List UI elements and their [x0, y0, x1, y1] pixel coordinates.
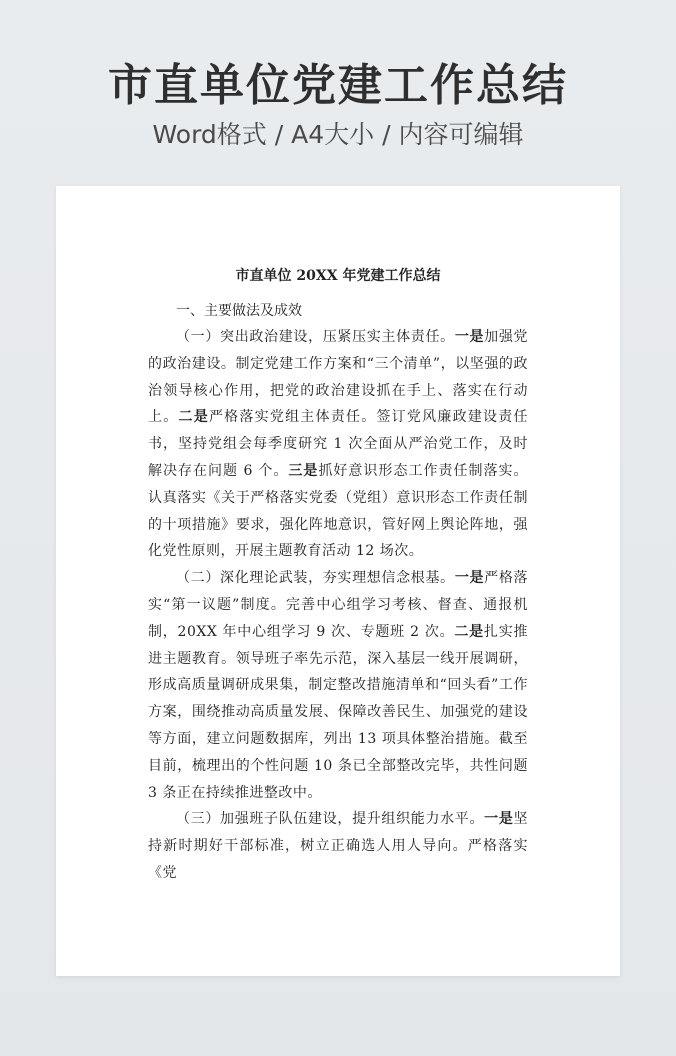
paragraph-3 — [148, 806, 528, 886]
banner-title: 市直单位党建工作总结 — [108, 60, 568, 111]
emphasis-second: 二是 — [454, 623, 484, 640]
paragraph-intro: （二）深化理论武装，夯实理想信念根基。 — [176, 570, 455, 587]
emphasis-second: 二是 — [178, 409, 209, 426]
section-heading: 一、主要做法及成效 — [176, 303, 302, 319]
document-title: 市直单位 20XX 年党建工作总结 — [235, 268, 441, 284]
paragraph-intro: （一）突出政治建设，压紧压实主体责任。 — [176, 329, 455, 345]
paragraph-text: 严格落实“第一议题”制度。完善中心组学习考核、督查、通报机制，20XX 年中心组学习 9 次、专题班 2 次。 — [148, 570, 529, 640]
emphasis-first: 一是 — [454, 329, 485, 345]
document-page — [56, 186, 620, 976]
paragraph-2 — [148, 565, 528, 806]
paragraph-text: 扎实推进主题教育。领导班子率先示范，深入基层一线开展调研，形成高质量调研成果集，制定整改措施清单和“回头看”工作方案，围绕推动高质量发展、保障改善民生、加强党的建设等方面，建立问题数据库，列出 13 项具体整治措施。截至目前，梳理出的个性问题 10 条已全部整改完毕，共性问题 3 条正在持续推进整改中。 — [148, 623, 528, 801]
paragraph-text: 严格落实党组主体责任。签订党风廉政建设责任书，坚持党组会每季度研究 1 次全面从严治党工作，及时解决存在问题 6 个。 — [148, 409, 529, 479]
paragraph-1 — [148, 324, 528, 565]
paragraph-intro: （三）加强班子队伍建设，提升组织能力水平。 — [176, 811, 485, 828]
banner-subtitle: Word格式 / A4大小 / 内容可编辑 — [152, 120, 524, 149]
paragraph-text: 坚持新时期好干部标准，树立正确选人用人导向。严格落实《党 — [148, 811, 529, 881]
emphasis-first: 一是 — [484, 811, 514, 828]
paragraph-text: 抓好意识形态工作责任制落实。认真落实《关于严格落实党委（党组）意识形态工作责任制的十项措施》要求，强化阵地意识，管好网上舆论阵地，强化党性原则，开展主题教育活动 12 场次。 — [148, 462, 529, 560]
paragraph-text: 加强党的政治建设。制定党建工作方案和“三个清单”，以坚强的政治领导核心作用，把党的政治建设抓在手上、落实在行动上。 — [148, 329, 529, 426]
emphasis-third: 三是 — [288, 462, 319, 479]
document-body — [148, 266, 528, 887]
emphasis-first: 一是 — [454, 570, 485, 587]
